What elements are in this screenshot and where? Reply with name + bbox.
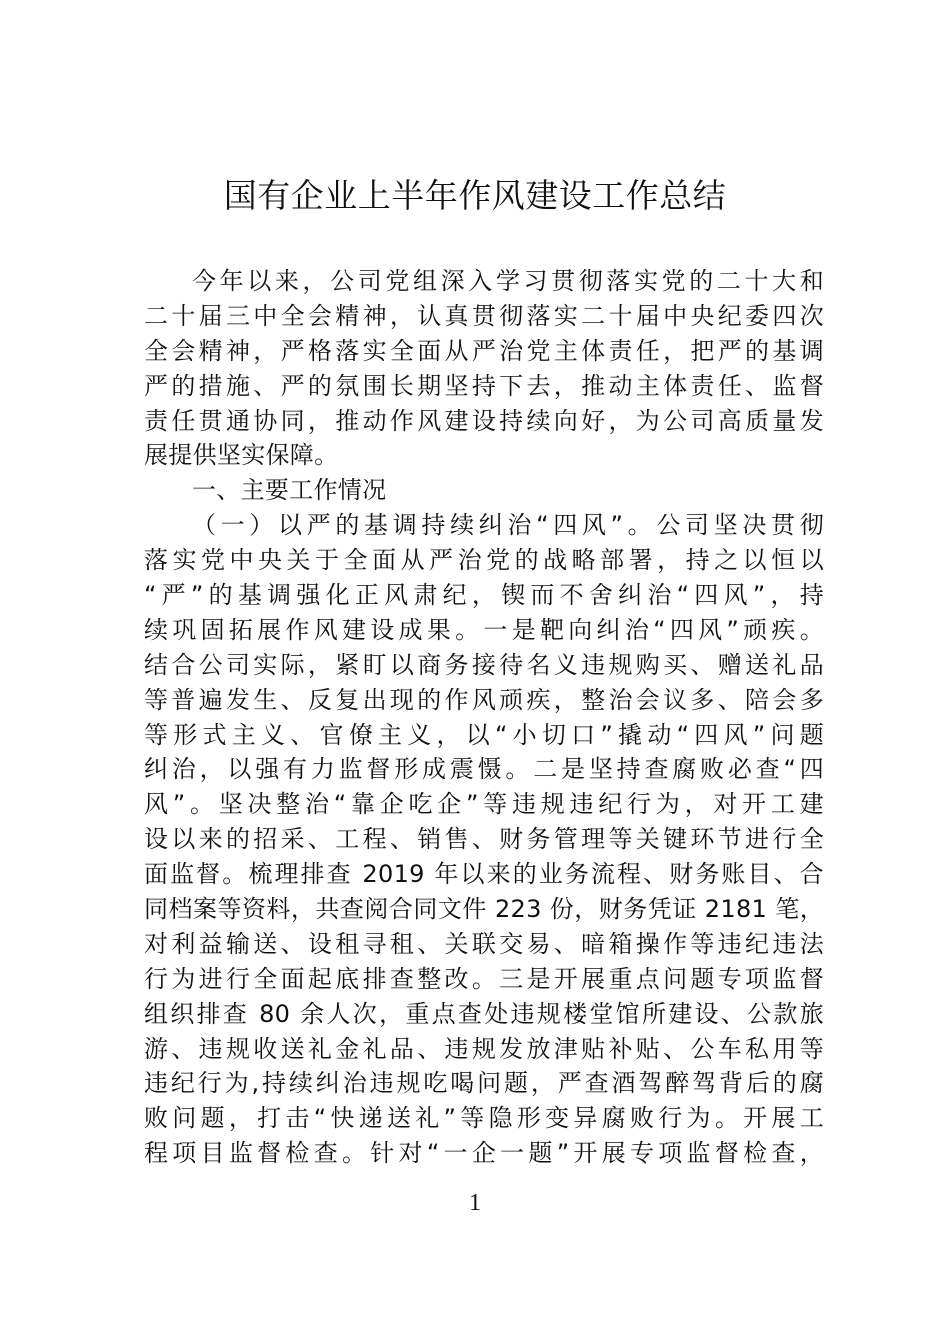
- text-line: 程项目监督检查。针对“一企一题”开展专项监督检查，: [144, 1139, 824, 1168]
- text-line: 结合公司实际，紧盯以商务接待名义违规购买、赠送礼品: [144, 650, 824, 679]
- text-line: 落实党中央关于全面从严治党的战略部署，持之以恒以: [144, 546, 824, 575]
- text-line: 展提供坚实保障。: [144, 441, 339, 470]
- text-line: 违纪行为,持续纠治违规吃喝问题，严查酒驾醉驾背后的腐: [144, 1069, 824, 1098]
- text-line: 严的措施、严的氛围长期坚持下去，推动主体责任、监督: [144, 371, 824, 400]
- text-line: 等普遍发生、反复出现的作风顽疾，整治会议多、陪会多: [144, 685, 824, 714]
- heading-line: 一、主要工作情况: [192, 476, 387, 505]
- document-body: [144, 264, 824, 1171]
- paragraph-section-1: [144, 508, 824, 1171]
- text-line: 等形式主义、官僚主义，以“小切口”撬动“四风”问题: [144, 720, 824, 749]
- text-line: 对利益输送、设租寻租、关联交易、暗箱操作等违纪违法: [144, 929, 824, 958]
- text-line: 责任贯通协同，推动作风建设持续向好，为公司高质量发: [144, 406, 824, 435]
- document-title: 国有企业上半年作风建设工作总结: [223, 176, 727, 215]
- text-line: “严”的基调强化正风肃纪，锲而不舍纠治“四风”，持: [144, 581, 824, 610]
- text-line: 组织排查 80 余人次，重点查处违规楼堂馆所建设、公款旅: [144, 999, 824, 1028]
- text-line: 同档案等资料，共查阅合同文件 223 份，财务凭证 2181 笔，: [144, 895, 824, 924]
- text-line: 全会精神，严格落实全面从严治党主体责任，把严的基调: [144, 336, 824, 365]
- text-line: 今年以来，公司党组深入学习贯彻落实党的二十大和: [192, 267, 824, 295]
- text-line: 风”。坚决整治“靠企吃企”等违规违纪行为，对开工建: [144, 790, 824, 819]
- section-heading: [144, 473, 824, 508]
- paragraph-intro: [144, 264, 824, 473]
- text-line: 设以来的招采、工程、销售、财务管理等关键环节进行全: [144, 825, 824, 854]
- text-line: 续巩固拓展作风建设成果。一是靶向纠治“四风”顽疾。: [144, 615, 824, 644]
- text-line: 游、违规收送礼金礼品、违规发放津贴补贴、公车私用等: [144, 1034, 824, 1063]
- text-line: 纠治，以强有力监督形成震慑。二是坚持查腐败必查“四: [144, 755, 824, 784]
- text-line: 二十届三中全会精神，认真贯彻落实二十届中央纪委四次: [144, 301, 824, 330]
- text-line: （一）以严的基调持续纠治“四风”。公司坚决贯彻: [192, 511, 824, 540]
- text-line: 败问题，打击“快递送礼”等隐形变异腐败行为。开展工: [144, 1104, 824, 1133]
- text-line: 面监督。梳理排查 2019 年以来的业务流程、财务账目、合: [144, 860, 824, 889]
- text-line: 行为进行全面起底排查整改。三是开展重点问题专项监督: [144, 964, 824, 993]
- page-number: 1: [469, 1190, 481, 1216]
